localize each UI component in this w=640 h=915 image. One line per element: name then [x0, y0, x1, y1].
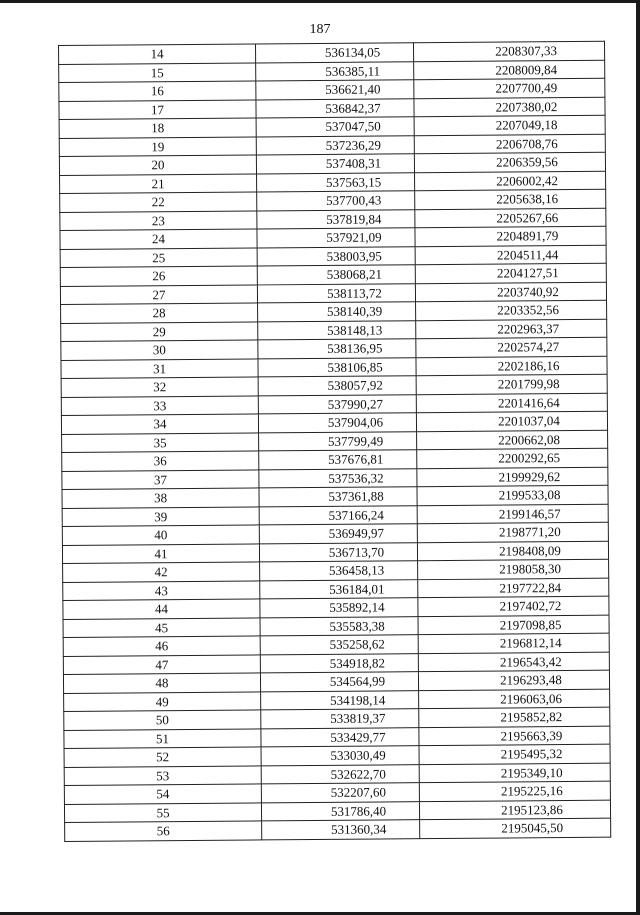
point-number-cell: 55: [64, 802, 261, 822]
x-coordinate-cell: 531786,40: [261, 801, 419, 821]
point-number-cell: 56: [65, 821, 262, 841]
point-number-cell: 26: [60, 266, 257, 286]
x-coordinate-cell: 537990,27: [258, 394, 416, 414]
x-coordinate-cell: 538136,95: [258, 339, 416, 359]
y-coordinate-cell: 2205638,16: [415, 189, 606, 209]
x-coordinate-cell: 537236,29: [256, 135, 414, 155]
x-coordinate-cell: 536713,70: [259, 542, 417, 562]
point-number-cell: 41: [62, 543, 259, 563]
table-row: [65, 818, 611, 841]
point-number-cell: 48: [63, 673, 260, 693]
x-coordinate-cell: 537047,50: [256, 117, 414, 137]
y-coordinate-cell: 2197722,84: [418, 578, 609, 598]
y-coordinate-cell: 2200662,08: [417, 430, 608, 450]
y-coordinate-cell: 2195349,10: [419, 763, 610, 783]
y-coordinate-cell: 2195045,50: [420, 818, 611, 838]
point-number-cell: 21: [60, 173, 257, 193]
x-coordinate-cell: 534564,99: [260, 672, 418, 692]
x-coordinate-cell: 537408,31: [256, 154, 414, 174]
y-coordinate-cell: 2204511,44: [415, 245, 606, 265]
x-coordinate-cell: 537676,81: [259, 450, 417, 470]
y-coordinate-cell: 2203352,56: [416, 300, 607, 320]
point-number-cell: 25: [60, 247, 257, 267]
point-number-cell: 32: [61, 377, 258, 397]
y-coordinate-cell: 2204127,51: [415, 263, 606, 283]
y-coordinate-cell: 2207380,02: [414, 97, 605, 117]
scan-edge-top: [0, 0, 640, 3]
y-coordinate-cell: 2198408,09: [417, 541, 608, 561]
point-number-cell: 34: [61, 414, 258, 434]
y-coordinate-cell: 2202963,37: [416, 319, 607, 339]
x-coordinate-cell: 533819,37: [261, 709, 419, 729]
y-coordinate-cell: 2207700,49: [414, 78, 605, 98]
x-coordinate-cell: 538003,95: [257, 246, 415, 266]
y-coordinate-cell: 2199929,62: [417, 467, 608, 487]
point-number-cell: 23: [60, 210, 257, 230]
x-coordinate-cell: 537921,09: [257, 228, 415, 248]
point-number-cell: 20: [59, 155, 256, 175]
point-number-cell: 37: [62, 469, 259, 489]
y-coordinate-cell: 2207049,18: [414, 115, 605, 135]
y-coordinate-cell: 2203740,92: [415, 282, 606, 302]
point-number-cell: 47: [63, 654, 260, 674]
point-number-cell: 53: [64, 765, 261, 785]
x-coordinate-cell: 537536,32: [259, 468, 417, 488]
x-coordinate-cell: 537166,24: [259, 505, 417, 525]
point-number-cell: 40: [62, 525, 259, 545]
point-number-cell: 27: [60, 284, 257, 304]
y-coordinate-cell: 2196543,42: [418, 652, 609, 672]
x-coordinate-cell: 532622,70: [261, 764, 419, 784]
y-coordinate-cell: 2206002,42: [415, 171, 606, 191]
point-number-cell: 18: [59, 118, 256, 138]
x-coordinate-cell: 536949,97: [259, 524, 417, 544]
x-coordinate-cell: 538068,21: [257, 265, 415, 285]
x-coordinate-cell: 537819,84: [257, 209, 415, 229]
y-coordinate-cell: 2195495,32: [419, 744, 610, 764]
point-number-cell: 31: [61, 358, 258, 378]
x-coordinate-cell: 536621,40: [256, 80, 414, 100]
point-number-cell: 51: [64, 728, 261, 748]
x-coordinate-cell: 536134,05: [255, 43, 413, 63]
point-number-cell: 19: [59, 136, 256, 156]
x-coordinate-cell: 537904,06: [258, 413, 416, 433]
x-coordinate-cell: 537799,49: [259, 431, 417, 451]
x-coordinate-cell: 537563,15: [257, 172, 415, 192]
y-coordinate-cell: 2204891,79: [415, 226, 606, 246]
point-number-cell: 35: [62, 432, 259, 452]
y-coordinate-cell: 2197402,72: [418, 596, 609, 616]
point-number-cell: 22: [60, 192, 257, 212]
y-coordinate-cell: 2199146,57: [417, 504, 608, 524]
x-coordinate-cell: 538148,13: [258, 320, 416, 340]
page-number: 187: [309, 22, 331, 37]
point-number-cell: 52: [64, 747, 261, 767]
x-coordinate-cell: 538113,72: [257, 283, 415, 303]
y-coordinate-cell: 2196812,14: [418, 633, 609, 653]
y-coordinate-cell: 2196063,06: [419, 689, 610, 709]
x-coordinate-cell: 531360,34: [262, 820, 420, 840]
point-number-cell: 30: [61, 340, 258, 360]
coordinates-table-body: [59, 41, 611, 841]
y-coordinate-cell: 2199533,08: [417, 485, 608, 505]
x-coordinate-cell: 538106,85: [258, 357, 416, 377]
y-coordinate-cell: 2195225,16: [419, 781, 610, 801]
point-number-cell: 49: [64, 691, 261, 711]
point-number-cell: 28: [61, 303, 258, 323]
point-number-cell: 17: [59, 99, 256, 119]
x-coordinate-cell: 533429,77: [261, 727, 419, 747]
point-number-cell: 46: [63, 636, 260, 656]
y-coordinate-cell: 2197098,85: [418, 615, 609, 635]
x-coordinate-cell: 536842,37: [256, 98, 414, 118]
y-coordinate-cell: 2206708,76: [414, 134, 605, 154]
x-coordinate-cell: 535583,38: [260, 616, 418, 636]
scan-edge-right: [636, 0, 640, 915]
point-number-cell: 42: [63, 562, 260, 582]
x-coordinate-cell: 535258,62: [260, 635, 418, 655]
y-coordinate-cell: 2208307,33: [413, 41, 604, 61]
point-number-cell: 33: [61, 395, 258, 415]
x-coordinate-cell: 535892,14: [260, 598, 418, 618]
point-number-cell: 43: [63, 580, 260, 600]
point-number-cell: 14: [59, 44, 256, 64]
y-coordinate-cell: 2200292,65: [417, 448, 608, 468]
point-number-cell: 38: [62, 488, 259, 508]
y-coordinate-cell: 2196293,48: [418, 670, 609, 690]
x-coordinate-cell: 534198,14: [261, 690, 419, 710]
y-coordinate-cell: 2206359,56: [414, 152, 605, 172]
point-number-cell: 24: [60, 229, 257, 249]
x-coordinate-cell: 537700,43: [257, 191, 415, 211]
x-coordinate-cell: 536184,01: [260, 579, 418, 599]
y-coordinate-cell: 2201416,64: [416, 393, 607, 413]
point-number-cell: 29: [61, 321, 258, 341]
y-coordinate-cell: 2195852,82: [419, 707, 610, 727]
y-coordinate-cell: 2195663,39: [419, 726, 610, 746]
y-coordinate-cell: 2208009,84: [414, 60, 605, 80]
x-coordinate-cell: 538140,39: [258, 302, 416, 322]
point-number-cell: 54: [64, 784, 261, 804]
point-number-cell: 36: [62, 451, 259, 471]
x-coordinate-cell: 538057,92: [258, 376, 416, 396]
y-coordinate-cell: 2205267,66: [415, 208, 606, 228]
x-coordinate-cell: 533030,49: [261, 746, 419, 766]
x-coordinate-cell: 536385,11: [256, 61, 414, 81]
x-coordinate-cell: 536458,13: [260, 561, 418, 581]
point-number-cell: 16: [59, 81, 256, 101]
x-coordinate-cell: 537361,88: [259, 487, 417, 507]
x-coordinate-cell: 532207,60: [261, 783, 419, 803]
point-number-cell: 15: [59, 62, 256, 82]
y-coordinate-cell: 2202186,16: [416, 356, 607, 376]
y-coordinate-cell: 2195123,86: [419, 800, 610, 820]
y-coordinate-cell: 2201037,04: [416, 411, 607, 431]
point-number-cell: 45: [63, 617, 260, 637]
x-coordinate-cell: 534918,82: [260, 653, 418, 673]
y-coordinate-cell: 2198058,30: [418, 559, 609, 579]
point-number-cell: 44: [63, 599, 260, 619]
point-number-cell: 39: [62, 506, 259, 526]
point-number-cell: 50: [64, 710, 261, 730]
y-coordinate-cell: 2202574,27: [416, 337, 607, 357]
y-coordinate-cell: 2198771,20: [417, 522, 608, 542]
y-coordinate-cell: 2201799,98: [416, 374, 607, 394]
coordinates-table: [58, 41, 611, 842]
